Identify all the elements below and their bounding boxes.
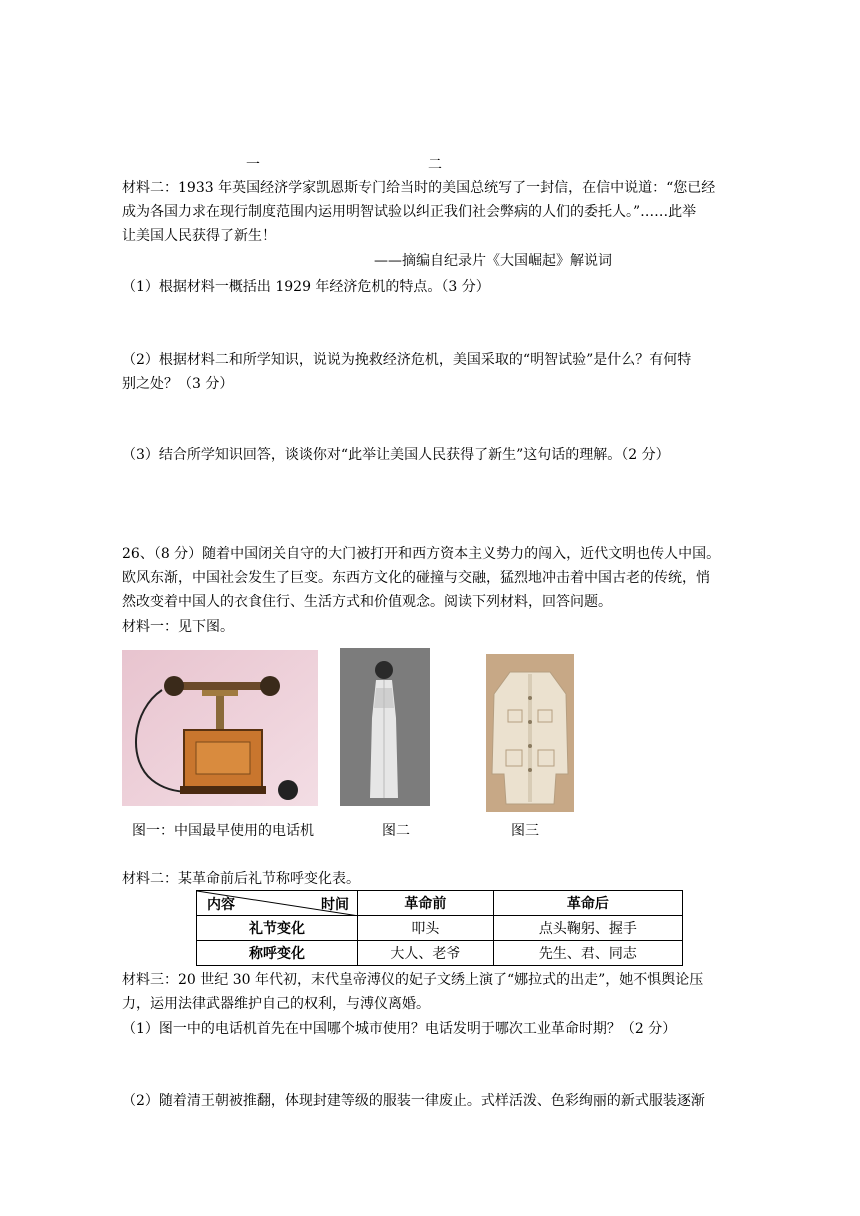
table-corner-cell (197, 891, 358, 916)
material-1-label: 材料一：见下图。 (122, 619, 234, 635)
question-26-1: （1）图一中的电话机首先在中国哪个城市使用？电话发明于哪次工业革命时期？（2 分） (122, 1021, 677, 1037)
corner-right-label: 时间 (321, 897, 349, 913)
table-cell: 先生、君、同志 (493, 941, 682, 966)
qipao-photo (340, 648, 430, 806)
figure-label-1: 一 (246, 157, 260, 173)
table-cell: 叩头 (358, 916, 494, 941)
material-source: ——摘编自纪录片《大国崛起》解说词 (374, 253, 612, 269)
table-row (197, 941, 683, 966)
material-3 (122, 968, 762, 1016)
material-line: 材料三：20 世纪 30 年代初，末代皇帝溥仪的妃子文绣上演了“娜拉式的出走”，她不惧舆论压 (122, 972, 704, 988)
material-line: 力，运用法律武器维护自己的权利，与溥仪离婚。 (122, 996, 430, 1012)
etiquette-table (196, 890, 683, 966)
question-26-2: （2）随着清王朝被推翻，体现封建等级的服装一律废止。式样活泼、色彩绚丽的新式服装逐渐 (122, 1093, 705, 1109)
intro-line: 然改变着中国人的衣食住行、生活方式和价值观念。阅读下列材料，回答问题。 (122, 594, 612, 610)
table-header-row (197, 891, 683, 916)
material-line: 让美国人民获得了新生！ (122, 228, 276, 244)
row-label: 礼节变化 (197, 916, 358, 941)
intro-line: 26、（8 分）随着中国闭关自守的大门被打开和西方资本主义势力的闯入，近代文明也传人中国。 (122, 546, 721, 562)
question-25-3: （3）结合所学知识回答，谈谈你对“此举让美国人民获得了新生”这句话的理解。（2 分） (122, 447, 670, 463)
row-label: 称呼变化 (197, 941, 358, 966)
material-line: 成为各国力求在现行制度范围内运用明智试验以纠正我们社会弊病的人们的委托人。”……此举 (122, 204, 697, 220)
question-line: 别之处？（3 分） (122, 376, 234, 392)
table-cell: 大人、老爷 (358, 941, 494, 966)
corner-left-label: 内容 (207, 897, 235, 913)
material-line: 材料二：1933 年英国经济学家凯恩斯专门给当时的美国总统写了一封信，在信中说道：“您已经 (122, 180, 716, 196)
table-header: 革命后 (493, 891, 682, 916)
table-header: 革命前 (358, 891, 494, 916)
question-line: （2）根据材料二和所学知识，说说为挽救经济危机，美国采取的“明智试验”是什么？有何特 (122, 352, 692, 368)
question-25-1: （1）根据材料一概括出 1929 年经济危机的特点。（3 分） (122, 279, 490, 295)
figure-2-caption: 图二 (382, 823, 410, 839)
question-26-intro (122, 542, 762, 614)
table-cell: 点头鞠躬、握手 (493, 916, 682, 941)
material-2-label: 材料二：某革命前后礼节称呼变化表。 (122, 871, 360, 887)
question-25-2 (122, 348, 762, 396)
telephone-photo (122, 650, 318, 806)
figure-label-2: 二 (428, 157, 442, 173)
figure-1-caption: 图一：中国最早使用的电话机 (132, 823, 314, 839)
table-row (197, 916, 683, 941)
zhongshan-suit-photo (486, 654, 574, 812)
material-2-keynes (122, 176, 762, 248)
figure-3-caption: 图三 (511, 823, 539, 839)
intro-line: 欧风东渐，中国社会发生了巨变。东西方文化的碰撞与交融，猛烈地冲击着中国古老的传统，悄 (122, 570, 710, 586)
